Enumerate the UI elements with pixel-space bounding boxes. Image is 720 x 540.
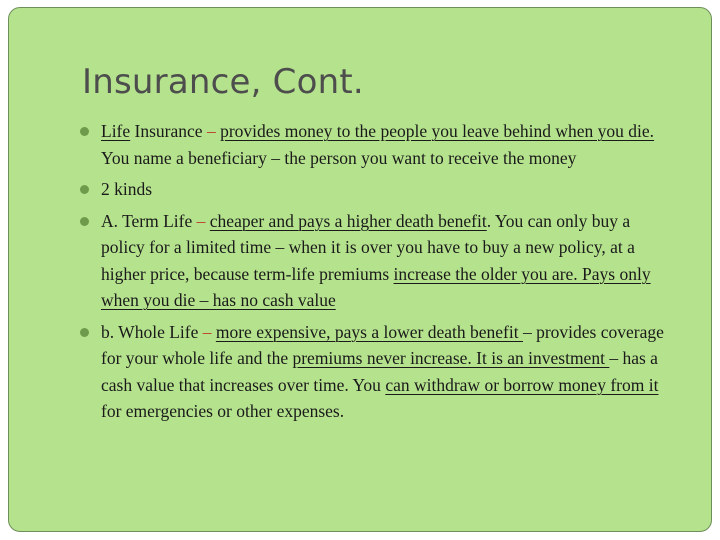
underlined-text: Life: [101, 121, 131, 141]
bullet-item-two-kinds: [78, 176, 674, 203]
bullet-text: [101, 322, 664, 422]
bullet-text: [101, 179, 152, 199]
underlined-text: more expensive, pays a lower death benefit: [215, 321, 523, 342]
text-run: 2 kinds: [101, 179, 153, 199]
underlined-text: can withdraw or borrow money from it: [385, 374, 659, 395]
bullet-item-life-insurance: [78, 118, 674, 171]
text-run: – provides coverage for your whole life and the: [101, 321, 664, 368]
bullet-item-whole-life: [78, 319, 674, 425]
dash-accent: –: [202, 321, 212, 342]
round-bullet-icon: [80, 185, 89, 194]
round-bullet-icon: [80, 328, 89, 337]
text-run: Insurance: [130, 121, 207, 141]
underlined-text: premiums never increase. It is an investment: [292, 348, 610, 368]
text-run: . You can only buy a policy for a limited time – when it is over you have to buy a new policy, at a higher price, because term-life premiums: [101, 210, 635, 284]
text-run: – has a cash value that increases over time. You: [101, 348, 658, 395]
round-bullet-icon: [80, 217, 89, 226]
text-run: A. Term Life: [101, 210, 197, 231]
bullet-item-term-life: [78, 208, 674, 314]
bullet-text: [101, 211, 651, 311]
text-run: for emergencies or other expenses.: [101, 401, 345, 421]
underlined-text: provides money to the people you leave behind when you die.: [220, 121, 655, 141]
text-run: You name a beneficiary – the person you want to receive the money: [101, 147, 577, 168]
underlined-text: cheaper and pays a higher death benefit: [209, 210, 487, 231]
dash-accent: –: [206, 121, 216, 141]
underlined-text: increase the older you are. Pays only when you die – has no cash value: [101, 263, 651, 310]
bullet-text: [101, 121, 654, 168]
dash-accent: –: [196, 210, 206, 231]
bullet-list: [78, 118, 674, 430]
text-run: b. Whole Life: [101, 321, 203, 342]
slide-title: Insurance, Cont.: [82, 62, 364, 102]
round-bullet-icon: [80, 127, 89, 136]
